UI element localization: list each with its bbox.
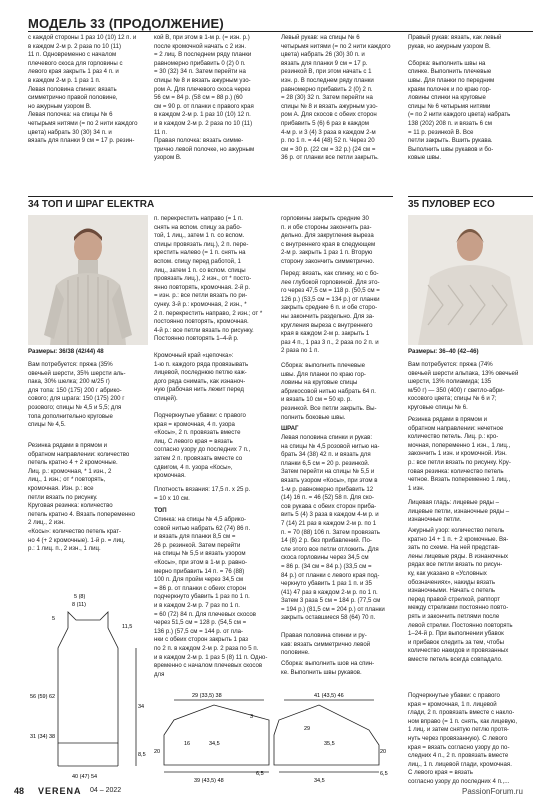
dim-top-side: 34 [138, 704, 145, 710]
section34-edge: Кромочный край «цепочка»: 1-ю п. каждого ряда провязывать лицевой, последнюю петлю каж- дого ряда снимать, как изнаноч- ную (рабочая нить лежит перед спицей). [154, 352, 249, 402]
dim-top-length-2: 56 (59) 62 [30, 694, 56, 700]
section34-rule [28, 196, 393, 197]
top-outline [58, 612, 118, 743]
section35-edges: Подчеркнутые убавки: с правого края = кромочная, 1 п. лицевой глади, 2 п. провязать вместе с накло- ном вправо (= 1 п. снять, как лицевую, 1 лиц. и затем снятую петлю протя- нуть через провязанную). С левого края = вязать согласно узору до по- следних 4 п., 2 п. провязать вместе лиц., 1 п. лицевой глади, кромочная. С левого края = вязать согласно узору до последних 4 п.,... [408, 692, 518, 785]
shrug-right-outline [274, 705, 379, 765]
section34-materials: Вам потребуется: пряжа (35% овечьей шерсти, 35% шерсти аль- пака, 30% шелка; 200 м/25 г) для топа: 150 (175) 200 г абрико- сового; для шрага: 150 (175) 200 г розового; спицы № 4,5 и 5,5; для топа дополнительно круговые спицы № 4,5. [28, 361, 126, 429]
section34-top-text: Спинка: на спицы № 4,5 абрико- совой нитью набрать 62 (74) 86 п. и вязать для планки 8,5 см = 26 р. резинкой. Затем перейти на спицы № 5,5 и вязать узором «Косы», при этом в 1-м р. равно- мерно прибавить 14 п. = 76 (88) 100 п. Для пройм через 34,5 см = 86 р. от планки с обеих сторон подчеркнуто убавить 1 раз по 1 п. и в каждом 2-м р. 7 раз по 1 п. = 60 (72) 84 п. Для плечевых скосов через 51,5 см = 128 р. (54,5 см = 136 р.) (57,5 см = 144 р. от пла- нки с обеих сторон закрыть 1 раз по 2 п. в каждом 2-м р. 2 раза по 5 п. и в каждом 2-м р. 1 раз 5 (8) 11 п. Одно- временно с началом плечевых скосов для [154, 516, 268, 678]
dim-top-arm: 11,5 [122, 624, 133, 630]
section34-right-half: Правая половина спинки и ру- кав: вязать симметрично левой половине. [281, 632, 371, 657]
section35-title: 35 ПУЛОВЕР ECO [408, 199, 495, 210]
shrug-left-outline [164, 705, 269, 765]
dim-top-neck: 5 (8) [74, 594, 86, 600]
dim-shrug-sixteen: 16 [184, 741, 191, 747]
section34-gauge: Плотность вязания: 17,5 п. x 25 р. = 10 x 10 см. [154, 486, 251, 502]
dim-shrug-cuff-left: 20 [154, 749, 161, 755]
section34-sizes: Размеры: 36/38 (42/44) 48 [28, 348, 104, 355]
section35-lace: Ажурный узор: количество петель кратно 14 + 1 п. + 2 кромочные. Вя- зать по схеме. На ней представ- лены лицевые ряды. В изнаночных рядах все петли вязать по рисун- ку, как указано в «Условных обозначениях», накиды вязать изнаночными. Начать с петель перед правой стрелкой, раппорт между стрелками постоянно повто- рять и закончить петлями после левой стрелки. Постоянно повторять 1–24-й р. При выполнении убавок и прибавок следить за тем, чтобы количество накидов и провязанных вместе петель всегда совпадало. [408, 527, 513, 663]
dim-shrug-three: 3 [250, 714, 254, 720]
section35-rule [408, 196, 533, 197]
section35-stockinette: Лицевая гладь: лицевые ряды – лицевые петли, изнаночные ряды – изнаночные петли. [408, 499, 510, 524]
issue-label: 04 – 2022 [90, 787, 122, 794]
section34-assembly: Сборка: выполнить плечевые швы. Для планки по краю гор- ловины на круговые спицы абрикосовой нитью набрать 64 п. и вязать 10 см = 50 кр. р. резинкой. Все петли закрыть. Вы- полнить боковые швы. [281, 362, 377, 421]
model34-figure [28, 215, 148, 345]
section34-front-text: Перед: вязать, как спинку, но с бо- лее глубокой горловиной. Для это- го через 47,5 см = 118 р. (50,5 см = 126 р.) (53,5 см = 134 р.) от планки закрыть средние 6 п. и обе сторо- ны закончить раздельно. Для за- кругления выреза с внутреннего края в каждом 2-м р. закрыть 1 раз 4 п., 1 раз 3 п., 2 раза по 2 п. и 2 раза по 1 п. [281, 270, 380, 355]
model35-figure [408, 215, 533, 345]
header-rule [28, 31, 533, 32]
section34-rib-pattern: Резинка рядами в прямом и обратном направлении: количество петель кратно 4 + 2 кромочные. Лиц. р.: кромочная, * 1 изн., 2 лиц., 1 изн.; от * повторять, кромочная. Изн. р.: все петли вязать по рисунку. Круговая резинка: количество петель кратно 4. Вязать попеременно 2 лиц., 2 изн. [28, 442, 135, 527]
top-column-3: Левый рукав: на спицы № 6 четырьмя нитями (= по 2 нити каждого цвета) набрать 26 (30) 30 п. и вязать для планки 9 см = 17 р. резинкой В, при этом начать с 1 изн. р. В последнем ряду планки равномерно прибавить 2 (0) 2 п. = 28 (30) 32 п. Затем перейти на спицы № 8 и вязать ажурным узо- ром А. Для скосов с обеих сторон прибавить 5 (6) 6 раз в каждом 4-м р. и 3 (4) 3 раза в каждом 2-м р. по 1 п. = 44 (48) 52 п. Через 20 см = 30 р. (22 см = 32 р.) (24 см = 36 р. от планки все петли закрыть. [281, 34, 391, 162]
dim-shrug-neck-right: 29 [304, 726, 311, 732]
dim-top-shoulder: 8 (11) [72, 602, 86, 608]
dim-shrug-sleeve-left: 34,5 [209, 741, 220, 747]
section34-neck-text: горловины закрыть средние 30 п. и обе стороны закончить раз- дельно. Для закругления выреза с внутреннего края в следующем 2-м р. закрыть 1 раз 1 п. Вторую сторону закончить симметрично. [281, 215, 376, 265]
dim-top-band: 8,5 [138, 752, 146, 758]
section34-underlined-decreases: Подчеркнутые убавки: с правого края = кромочная, 4 п. узора «Косы», 2 п. провязать вместе лиц. С левого края = вязать согласно узору до последних 7 п., затем 2 п. провязать вместе со сдвигом, 4 п. узора «Косы», кромочная. [154, 412, 251, 480]
shrug-schematic [154, 690, 394, 785]
section34-cable-continued: п. перекрестить направо (= 1 п. снять на вспом. спицу за рабо- той, 1 лиц., затем 1 п. со вспом. спицы провязать лиц.), 2 п. пере- крестить налево (= 1 п. снять на вспом. спицу перед работой, 1 лиц., затем 1 п. со вспом. спицы провязать лиц.), 2 изн., от * посто- янно повторять, кромочная. 2-й р. = изн. р.: все петли вязать по ри- сунку. 3-й р.: кромочная, 2 изн., * 2 п. перекрестить направо, 2 изн.; от * постоянно повторять, кромочная. 4-й р.: все петли вязать по рисунку. Постоянно повторять 1–4-й р. [154, 215, 263, 343]
section34-shrug-heading: ШРАГ [281, 425, 299, 432]
model35-photo [408, 215, 533, 345]
dim-top-length-1: 31 (34) 38 [30, 734, 56, 740]
top-column-2: кой В, при этом в 1-м р. (= изн. р.) после кромочной начать с 2 изн. = 2 лиц. В последнем ряду планки равномерно прибавить 0 (2) 0 п. = 30 (32) 34 п. Затем перейти на спицы № 8 и вязать ажурным узо- ром А. Для плечевого скоса через 56 см = 84 р. (58 см = 88 р.) (60 см = 90 р. от планки с правого края в каждом 2-м р. 1 раз 10 (10) 12 п. и в каждом 2-м р. 2 раза по 10 (11) 11 п. Правая полочка: вязать симме- трично левой полочке, но ажурным узором В. [154, 34, 255, 162]
section35-rib: Резинка рядами в прямом и обратном направлении: нечетное количество петель. Лиц. р.: кро- мочная, попеременно 1 изн., 1 лиц., закончить 1 изн. и кромочной. Изн. р.: все петли вязать по рисунку. Кру- говая резинка: количество петель четное. Вязать попеременно 1 лиц., 1 изн. [408, 416, 511, 492]
dim-top-width: 40 (47) 54 [72, 774, 98, 780]
section34-shrug-text: Левая половина спинки и рукав: на спицы № 4,5 розовой нитью на- брать 34 (38) 42 п. и вязать для планки 6,5 см = 20 р. резинкой. Затем перейти на спицы № 5,5 и вязать узором «Косы», при этом в 1-м р. равномерно прибавить 12 (14) 16 п. = 46 (52) 58 п. Для ско- сов рукава с обеих сторон приба- вить 5 (4) 3 раза в каждом 4-м р. и 7 (14) 21 раз в каждом 2-м р. по 1 п. = 70 (88) 106 п. Затем провязать 14 (8) 2 р. без прибавлений. По- сле этого все петли отложить. Для скоса горловины через 34,5 см = 86 р. (34 см = 84 р.) (33,5 см = 84 р.) от планки с левого края под- черкнуто убавить 1 раз 1 п. и 35 (41) 47 раз в каждом 2-м р. по 1 п. Затем 3 раза 5 см = 184 р. (77,5 см = 194 р.) (81,5 см = 204 р.) от планки закрыть оставшиеся 58 (64) 70 п. [281, 434, 385, 622]
section34-top-heading: ТОП [154, 507, 167, 514]
dim-shrug-bottom-right: 34,5 [314, 778, 325, 784]
section34-title: 34 ТОП И ШРАГ ELEKTRA [28, 199, 155, 210]
dim-shrug-back-right: 35,5 [324, 741, 335, 747]
dim-shrug-top-left: 29 (33,5) 38 [192, 693, 222, 699]
magazine-name: VERENA [38, 786, 82, 796]
model34-photo [28, 215, 148, 345]
dim-shrug-bottom-left: 39 (43,5) 48 [194, 778, 224, 784]
top-schematic [28, 588, 148, 783]
section34-shrug-assembly: Сборка: выполнить шов на спин- ке. Выполнить швы рукавов. [281, 660, 375, 676]
dim-shrug-band-right: 6,5 [380, 771, 388, 777]
dim-shrug-band-left: 6,5 [256, 771, 264, 777]
watermark: PassionForum.ru [462, 787, 523, 796]
dim-shrug-top-right: 41 (43,5) 46 [314, 693, 344, 699]
page-header-title: МОДЕЛЬ 33 (ПРОДОЛЖЕНИЕ) [28, 16, 224, 31]
section35-materials: Вам потребуется: пряжа (74% овечьей шерсти альпака, 13% овечьей шерсти, 13% полиамида; 135 м/50 г) — 350 (400) г светло-абри- косового цвета; спицы № 6 и 7; круговые спицы № 6. [408, 361, 519, 411]
dim-top-five: 5 [52, 616, 56, 622]
section34-cable: «Косы»: количество петель крат- но 4 (+ 2 кромочные). 1-й р. = лиц. р.: 1 лиц. п., 2 изн., 1 лиц. [28, 528, 126, 553]
top-column-4: Правый рукав: вязать, как левый рукав, но ажурным узором В. Сборка: выполнить швы на спинке. Выполнить плечевые швы. Для планки по передним краям полочек и по краю гор- ловины спинки на круговые спицы № 6 четырьмя нитями (= по 2 нити каждого цвета) набрать 138 (202) 208 п. и вязать 6 см = 11 р. резинкой В. Все петли закрыть. Вшить рукава. Выполнить швы рукавов и бо- ковые швы. [408, 34, 511, 162]
section35-sizes: Размеры: 36–40 (42–46) [408, 348, 479, 355]
dim-shrug-cuff-right: 20 [380, 749, 387, 755]
top-column-1: с каждой стороны 1 раз 10 (10) 12 п. и в каждом 2-м р. 2 раза по 10 (11) 11 п. Одновременно с началом плечевого скоса для горловины с левого края закрыть 1 раз 4 п. и в каждом 2-м р. 1 раз 1 п. Левая половина спинки: вязать симметрично правой половине, но ажурным узором В. Левая полочка: на спицы № 6 четырьмя нитями (= по 2 нити каждого цвета) набрать 30 (30) 34 п. и вязать для планки 9 см = 17 р. резин- [28, 34, 138, 145]
page-number: 48 [14, 786, 25, 796]
